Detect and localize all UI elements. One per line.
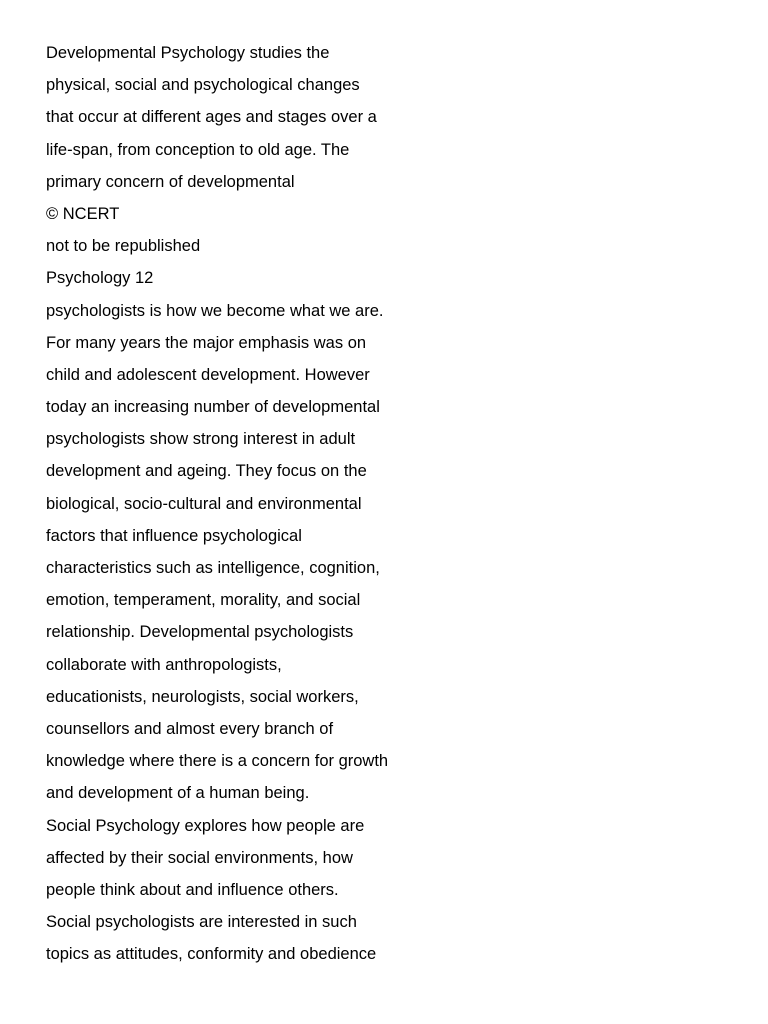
text-line: biological, socio-cultural and environmental xyxy=(46,494,362,513)
text-line: psychologists show strong interest in adult xyxy=(46,430,356,449)
text-line: today an increasing number of developmental xyxy=(46,398,380,417)
text-line: physical, social and psychological changes xyxy=(46,76,360,95)
text-line: life-span, from conception to old age. The xyxy=(46,140,350,159)
republish-notice: not to be republished xyxy=(46,237,201,256)
copyright-line: © NCERT xyxy=(46,204,120,223)
text-line: affected by their social environments, how xyxy=(46,848,353,867)
text-line: and development of a human being. xyxy=(46,784,310,803)
text-line: Social Psychology explores how people are xyxy=(46,816,365,835)
text-line: development and ageing. They focus on the xyxy=(46,462,367,481)
text-line: that occur at different ages and stages over a xyxy=(46,108,377,127)
text-line: For many years the major emphasis was on xyxy=(46,333,367,352)
text-line: Developmental Psychology studies the xyxy=(46,44,330,62)
text-line: people think about and influence others. xyxy=(46,880,339,899)
text-line: child and adolescent development. However xyxy=(46,365,370,384)
text-line: primary concern of developmental xyxy=(46,172,295,191)
running-header: Psychology 12 xyxy=(46,269,154,288)
text-line: Social psychologists are interested in such xyxy=(46,913,357,932)
text-line: educationists, neurologists, social workers, xyxy=(46,687,359,706)
text-line: counsellors and almost every branch of xyxy=(46,719,334,738)
text-line: psychologists is how we become what we are. xyxy=(46,301,384,320)
text-line: knowledge where there is a concern for growth xyxy=(46,752,389,771)
text-line: relationship. Developmental psychologists xyxy=(46,623,354,642)
text-line: emotion, temperament, morality, and social xyxy=(46,591,361,610)
text-line: topics as attitudes, conformity and obedience xyxy=(46,945,377,964)
text-line: factors that influence psychological xyxy=(46,526,302,545)
text-line: collaborate with anthropologists, xyxy=(46,655,282,674)
text-body xyxy=(46,37,388,970)
text-line: characteristics such as intelligence, cognition, xyxy=(46,559,380,577)
